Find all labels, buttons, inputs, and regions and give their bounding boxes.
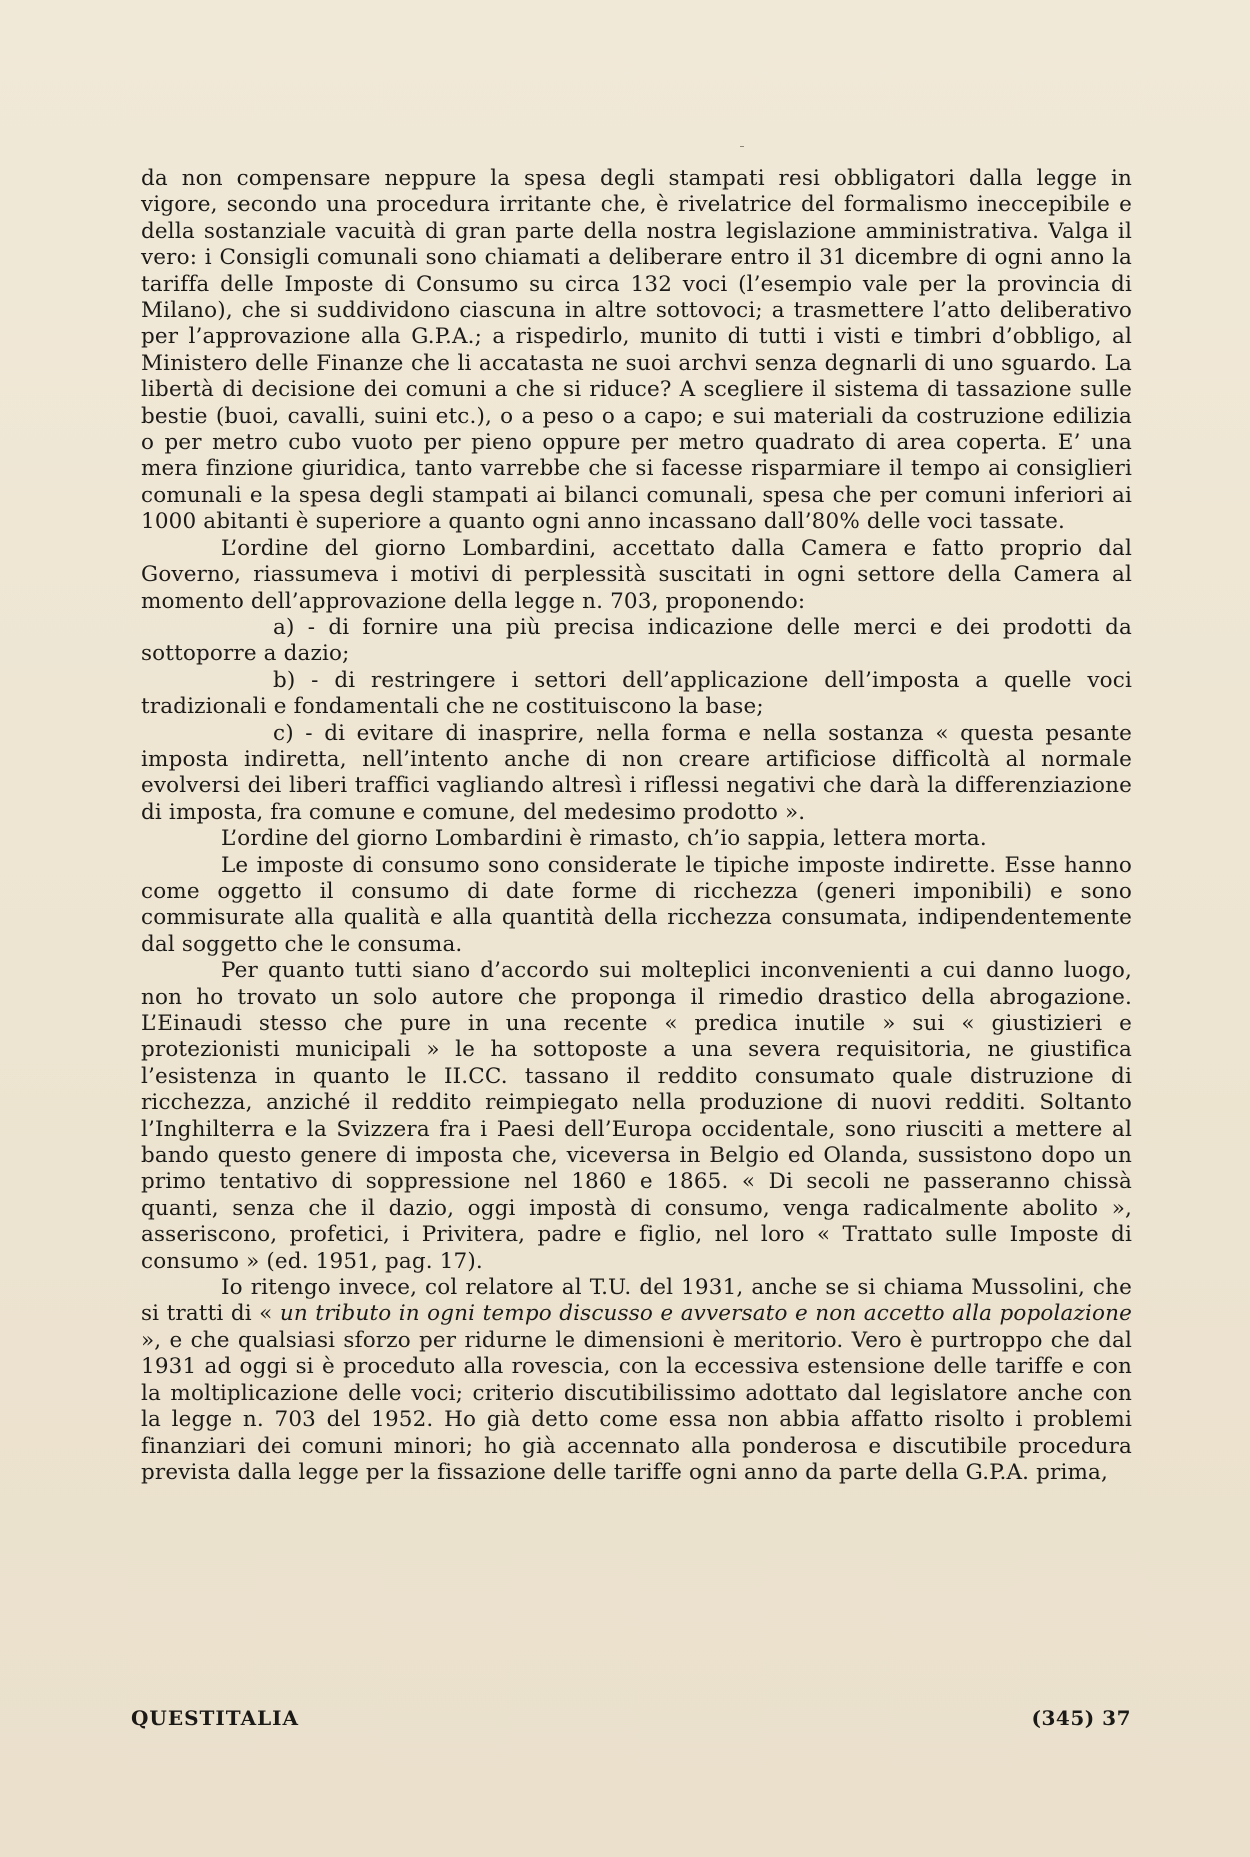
paragraph-2: L’ordine del giorno Lombardini, accettato dalla Camera e fatto proprio dal Governo, riassumeva i motivi di perplessità suscitati in ogni settore della Camera al momento dell’approvazione della legge n. 703, proponendo: [141,535,1132,614]
page-mark [740,146,744,147]
list-item-c: c) - di evitare di inasprire, nella forma e nella sostanza « questa pesante imposta indiretta, nell’intento anche di non creare artificiose difficoltà al normale evolversi dei liberi traffici vagliando altresì i riflessi negativi che darà la differenziazione di imposta, fra comune e comune, del medesimo prodotto ». [141,720,1132,825]
body-text [141,166,1132,1486]
paragraph-1: da non compensare neppure la spesa degli stampati resi obbligatori dalla legge in vigore, secondo una procedura irritante che, è rivelatrice del formalismo ineccepibile e della sostanziale vacuità di gran parte della nostra legislazione amministrativa. Valga il vero: i Consigli comunali sono chiamati a deliberare entro il 31 dicembre di ogni anno la tariffa delle Imposte di Consumo su circa 132 voci (l’esempio vale per la provincia di Milano), che si suddividono ciascuna in altre sottovoci; a trasmettere l’atto deliberativo per l’approvazione alla G.P.A.; a rispedirlo, munito di tutti i visti e timbri d’obbligo, al Ministero delle Finanze che li accatasta ne suoi archvi senza degnarli di uno sguardo. La libertà di decisione dei comuni a che si riduce? A scegliere il sistema di tassazione sulle bestie (buoi, cavalli, suini etc.), o a peso o a capo; e sui materiali da costruzione edilizia o per metro cubo vuoto per pieno oppure per metro quadrato di area coperta. E’ una mera finzione giuridica, tanto varrebbe che si facesse risparmiare il tempo ai consiglieri comunali e la spesa degli stampati ai bilanci comunali, spesa che per comuni inferiori ai 1000 abitanti è superiore a quanto ogni anno incassano dall’80% delle voci tassate. [141,166,1132,535]
list-item-b: b) - di restringere i settori dell’applicazione dell’imposta a quelle voci tradizionali e fondamentali che ne costituiscono la base; [141,667,1132,720]
paragraph-6-end: », e che qualsiasi sforzo per ridurne le dimensioni è meritorio. Vero è purtroppo che dal 1931 ad oggi si è proceduto alla rovescia, con la eccessiva estensione delle tariffe e con la moltiplicazione delle voci; criterio discutibilissimo adottato dal legislatore anche con la legge n. 703 del 1952. Ho già detto come essa non abbia affatto risolto i problemi finanziari dei comuni minori; ho già accennato alla ponderosa e discutibile procedura prevista dalla legge per la fissazione delle tariffe ogni anno da parte della G.P.A. prima, [141,1327,1132,1485]
paragraph-6-start: Io ritengo invece, col relatore al T.U. del 1931, anche se si chiama Mussolini, che si tratti di « [141,1275,1132,1327]
page-number: (345) 37 [1031,1706,1131,1730]
paragraph-3: L’ordine del giorno Lombardini è rimasto, ch’io sappia, lettera morta. [221,826,987,852]
paragraph-4: Le imposte di consumo sono considerate le tipiche imposte indirette. Esse hanno come oggetto il consumo di date forme di ricchezza (generi imponibili) e sono commisurate alla qualità e alla quantità della ricchezza consumata, indipendentemente dal soggetto che le consuma. [141,852,1132,957]
paragraph-5: Per quanto tutti siano d’accordo sui molteplici inconvenienti a cui danno luogo, non ho trovato un solo autore che proponga il rimedio drastico della abrogazione. L’Einaudi stesso che pure in una recente « predica inutile » sui « giustizieri e protezionisti municipali » le ha sottoposte a una severa requisitoria, ne giustifica l’esistenza in quanto le II.CC. tassano il reddito consumato quale distruzione di ricchezza, anziché il reddito reimpiegato nella produzione di nuovi redditi. Soltanto l’Inghilterra e la Svizzera fra i Paesi dell’Europa occidentale, sono riusciti a mettere al bando questo genere di imposta che, viceversa in Belgio ed Olanda, sussistono dopo un primo tentativo di soppressione nel 1860 e 1865. « Di secoli ne passeranno chissà quanti, senza che il dazio, oggi impostà di consumo, venga radicalmente abolito », asseriscono, profetici, i Privitera, padre e figlio, nel loro « Trattato sulle Imposte di consumo » (ed. 1951, pag. 17). [141,958,1132,1274]
quoted-italic-text: un tributo in ogni tempo discusso e avversato e non accetto alla popolazione [279,1301,1132,1327]
journal-name: QUESTITALIA [131,1706,300,1730]
paragraph-6 [141,1275,1132,1486]
list-item-a: a) - di fornire una più precisa indicazione delle merci e dei prodotti da sottoporre a dazio; [141,614,1132,667]
